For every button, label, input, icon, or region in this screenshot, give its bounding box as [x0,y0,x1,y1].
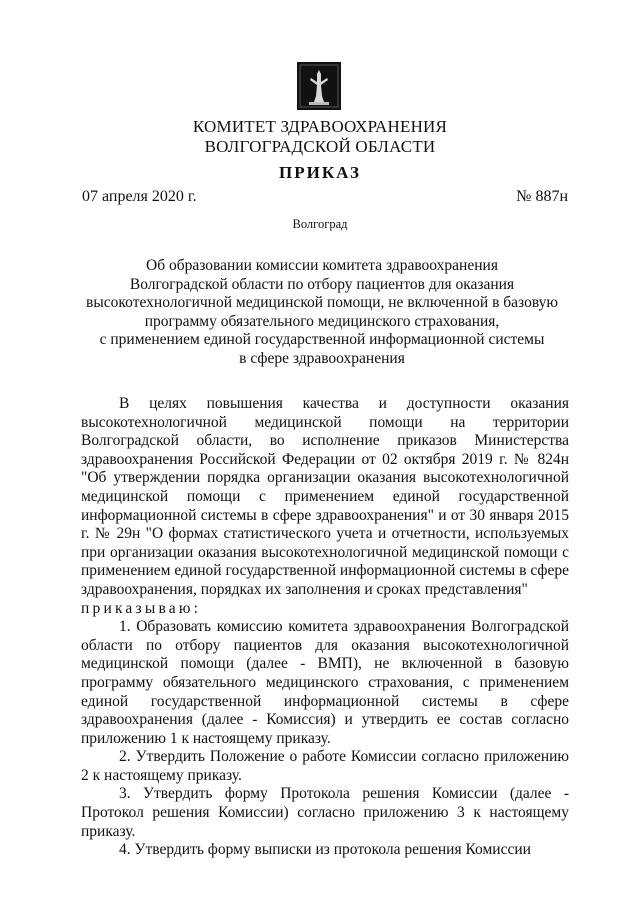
subject-line: программу обязательного медицинского страхования, [144,312,500,330]
subject-line: в сфере здравоохранения [239,349,405,367]
order-word: приказываю: [81,599,202,617]
document-city: Волгоград [292,217,348,231]
document-date: 07 апреля 2020 г. [82,188,197,205]
order-item: 4. Утвердить форму выписки из протокола решения Комиссии [119,841,531,859]
order-item: 3. Утвердить форму Протокола решения Комиссии (далее - Протокол решения Комиссии) согласно приложению 3 к настоящему приказу. [81,785,569,840]
committee-line-1: КОМИТЕТ ЗДРАВООХРАНЕНИЯ [192,117,448,136]
subject-line: высокотехнологичной медицинской помощи, не включенной в базовую [86,294,558,312]
preamble-paragraph: В целях повышения качества и доступности оказания высокотехнологичной медицинской помощи на территории Волгоградской области, во исполнение приказов Министерства здравоохранения Российской Федерации от 02 октября 2019 г. № 824н "Об утверждении порядка организации оказания высокотехнологичной медицинской помощи с применением единой государственной информационной системы в сфере здравоохранения" и от 30 января 2015 г. № 29н "О формах статистического учета и отчетности, используемых при организации оказания высокотехнологичной медицинской помощи с применением единой государственной информационной системы в сфере здравоохранения, порядках их заполнения и сроках представления" [81,395,569,598]
committee-line-2: ВОЛГОГРАДСКОЙ ОБЛАСТИ [204,137,436,156]
subject-line: с применением единой государственной информационной системы [99,331,545,349]
order-title: ПРИКАЗ [279,163,361,182]
volgograd-emblem-icon [297,62,341,110]
committee-name [0,117,640,157]
order-item: 2. Утвердить Положение о работе Комиссии согласно приложению 2 к настоящему приказу. [81,748,569,784]
order-subject [80,257,564,369]
order-item: 1. Образовать комиссию комитета здравоохранения Волгоградской области по отбору пациентов для оказания высокотехнологичной медицинской помощи (далее - ВМП), не включенной в базовую программу обязательного медицинского страхования, с применением единой государственной информационной системы в сфере здравоохранения (далее - Комиссия) и утвердить ее состав согласно приложению 1 к настоящему приказу. [81,618,569,747]
subject-line: Волгоградской области по отбору пациентов для оказания [129,275,515,293]
subject-line: Об образовании комиссии комитета здравоохранения [146,257,498,274]
order-body [81,395,569,860]
document-number: № 887н [516,188,568,205]
